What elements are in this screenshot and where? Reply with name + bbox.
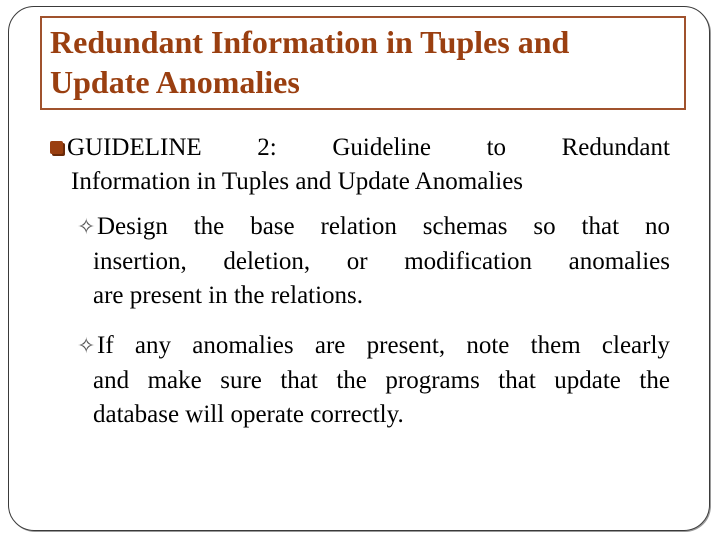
sub-bullet-word: or: [346, 248, 368, 275]
sub-bullet-line: [77, 245, 670, 279]
sub-bullet-word: anomalies: [568, 248, 670, 275]
square-bullet-icon: [50, 141, 63, 154]
sub-bullet-word: clearly: [601, 332, 670, 359]
diamond-outline-icon: ✧: [77, 215, 96, 240]
sub-bullet-line: [77, 364, 670, 398]
sub-bullet-word-group: [77, 329, 114, 364]
sub-bullet-word: deletion,: [223, 248, 311, 275]
guideline-label-group: [50, 131, 202, 165]
guideline-word: Guideline: [332, 134, 431, 161]
sub-bullet-word: anomalies: [192, 332, 294, 359]
sub-bullet-line: [77, 210, 670, 245]
main-bullet-line-1: [50, 131, 670, 165]
sub-bullet-word: are: [314, 332, 346, 359]
sub-bullet-word: that: [280, 367, 318, 394]
sub-bullet-word: present,: [366, 332, 446, 359]
sub-bullet-word: note: [466, 332, 510, 359]
sub-bullet-word: Design: [97, 213, 168, 240]
guideline-word: Redundant: [561, 134, 670, 161]
sub-bullet-line: database will operate correctly.: [93, 401, 404, 428]
sub-bullet-word: any: [134, 332, 172, 359]
sub-bullet-word: the: [336, 367, 367, 394]
sub-bullet-word: so: [533, 213, 556, 240]
title-box: [40, 16, 686, 110]
sub-bullet-word: that: [581, 213, 620, 240]
sub-bullet-word: modification: [404, 248, 532, 275]
sub-bullet-anomalies: [77, 329, 670, 432]
main-bullet: [50, 131, 670, 199]
sub-bullet-word: relation: [320, 213, 397, 240]
sub-bullet-word: programs: [385, 367, 480, 394]
guideline-word: to: [486, 134, 507, 161]
sub-bullet-word: If: [97, 332, 114, 359]
slide-title-line-1: Redundant Information in Tuples and: [50, 24, 570, 60]
guideline-label: GUIDELINE: [67, 134, 202, 161]
sub-bullet-word: schemas: [422, 213, 508, 240]
diamond-outline-icon: ✧: [77, 334, 96, 359]
sub-bullet-word: and: [93, 367, 130, 394]
sub-bullet-design: [77, 210, 670, 313]
sub-bullet-word: no: [644, 213, 670, 240]
sub-bullet-word-group: [77, 210, 168, 245]
sub-bullet-word: base: [250, 213, 295, 240]
sub-bullet-word: that: [498, 367, 536, 394]
sub-bullet-word: make: [147, 367, 202, 394]
slide-title-line-2: Update Anomalies: [50, 64, 300, 100]
sub-bullet-word: insertion,: [93, 248, 187, 275]
sub-bullet-line: are present in the relations.: [93, 282, 364, 309]
sub-bullet-word: update: [554, 367, 621, 394]
main-bullet-line-2: Information in Tuples and Update Anomalies: [71, 168, 524, 195]
guideline-number: 2:: [257, 134, 277, 161]
sub-bullet-word: them: [530, 332, 581, 359]
sub-bullet-line: [77, 329, 670, 364]
sub-bullet-word: the: [193, 213, 225, 240]
sub-bullet-word: sure: [220, 367, 262, 394]
sub-bullet-word: the: [639, 367, 670, 394]
